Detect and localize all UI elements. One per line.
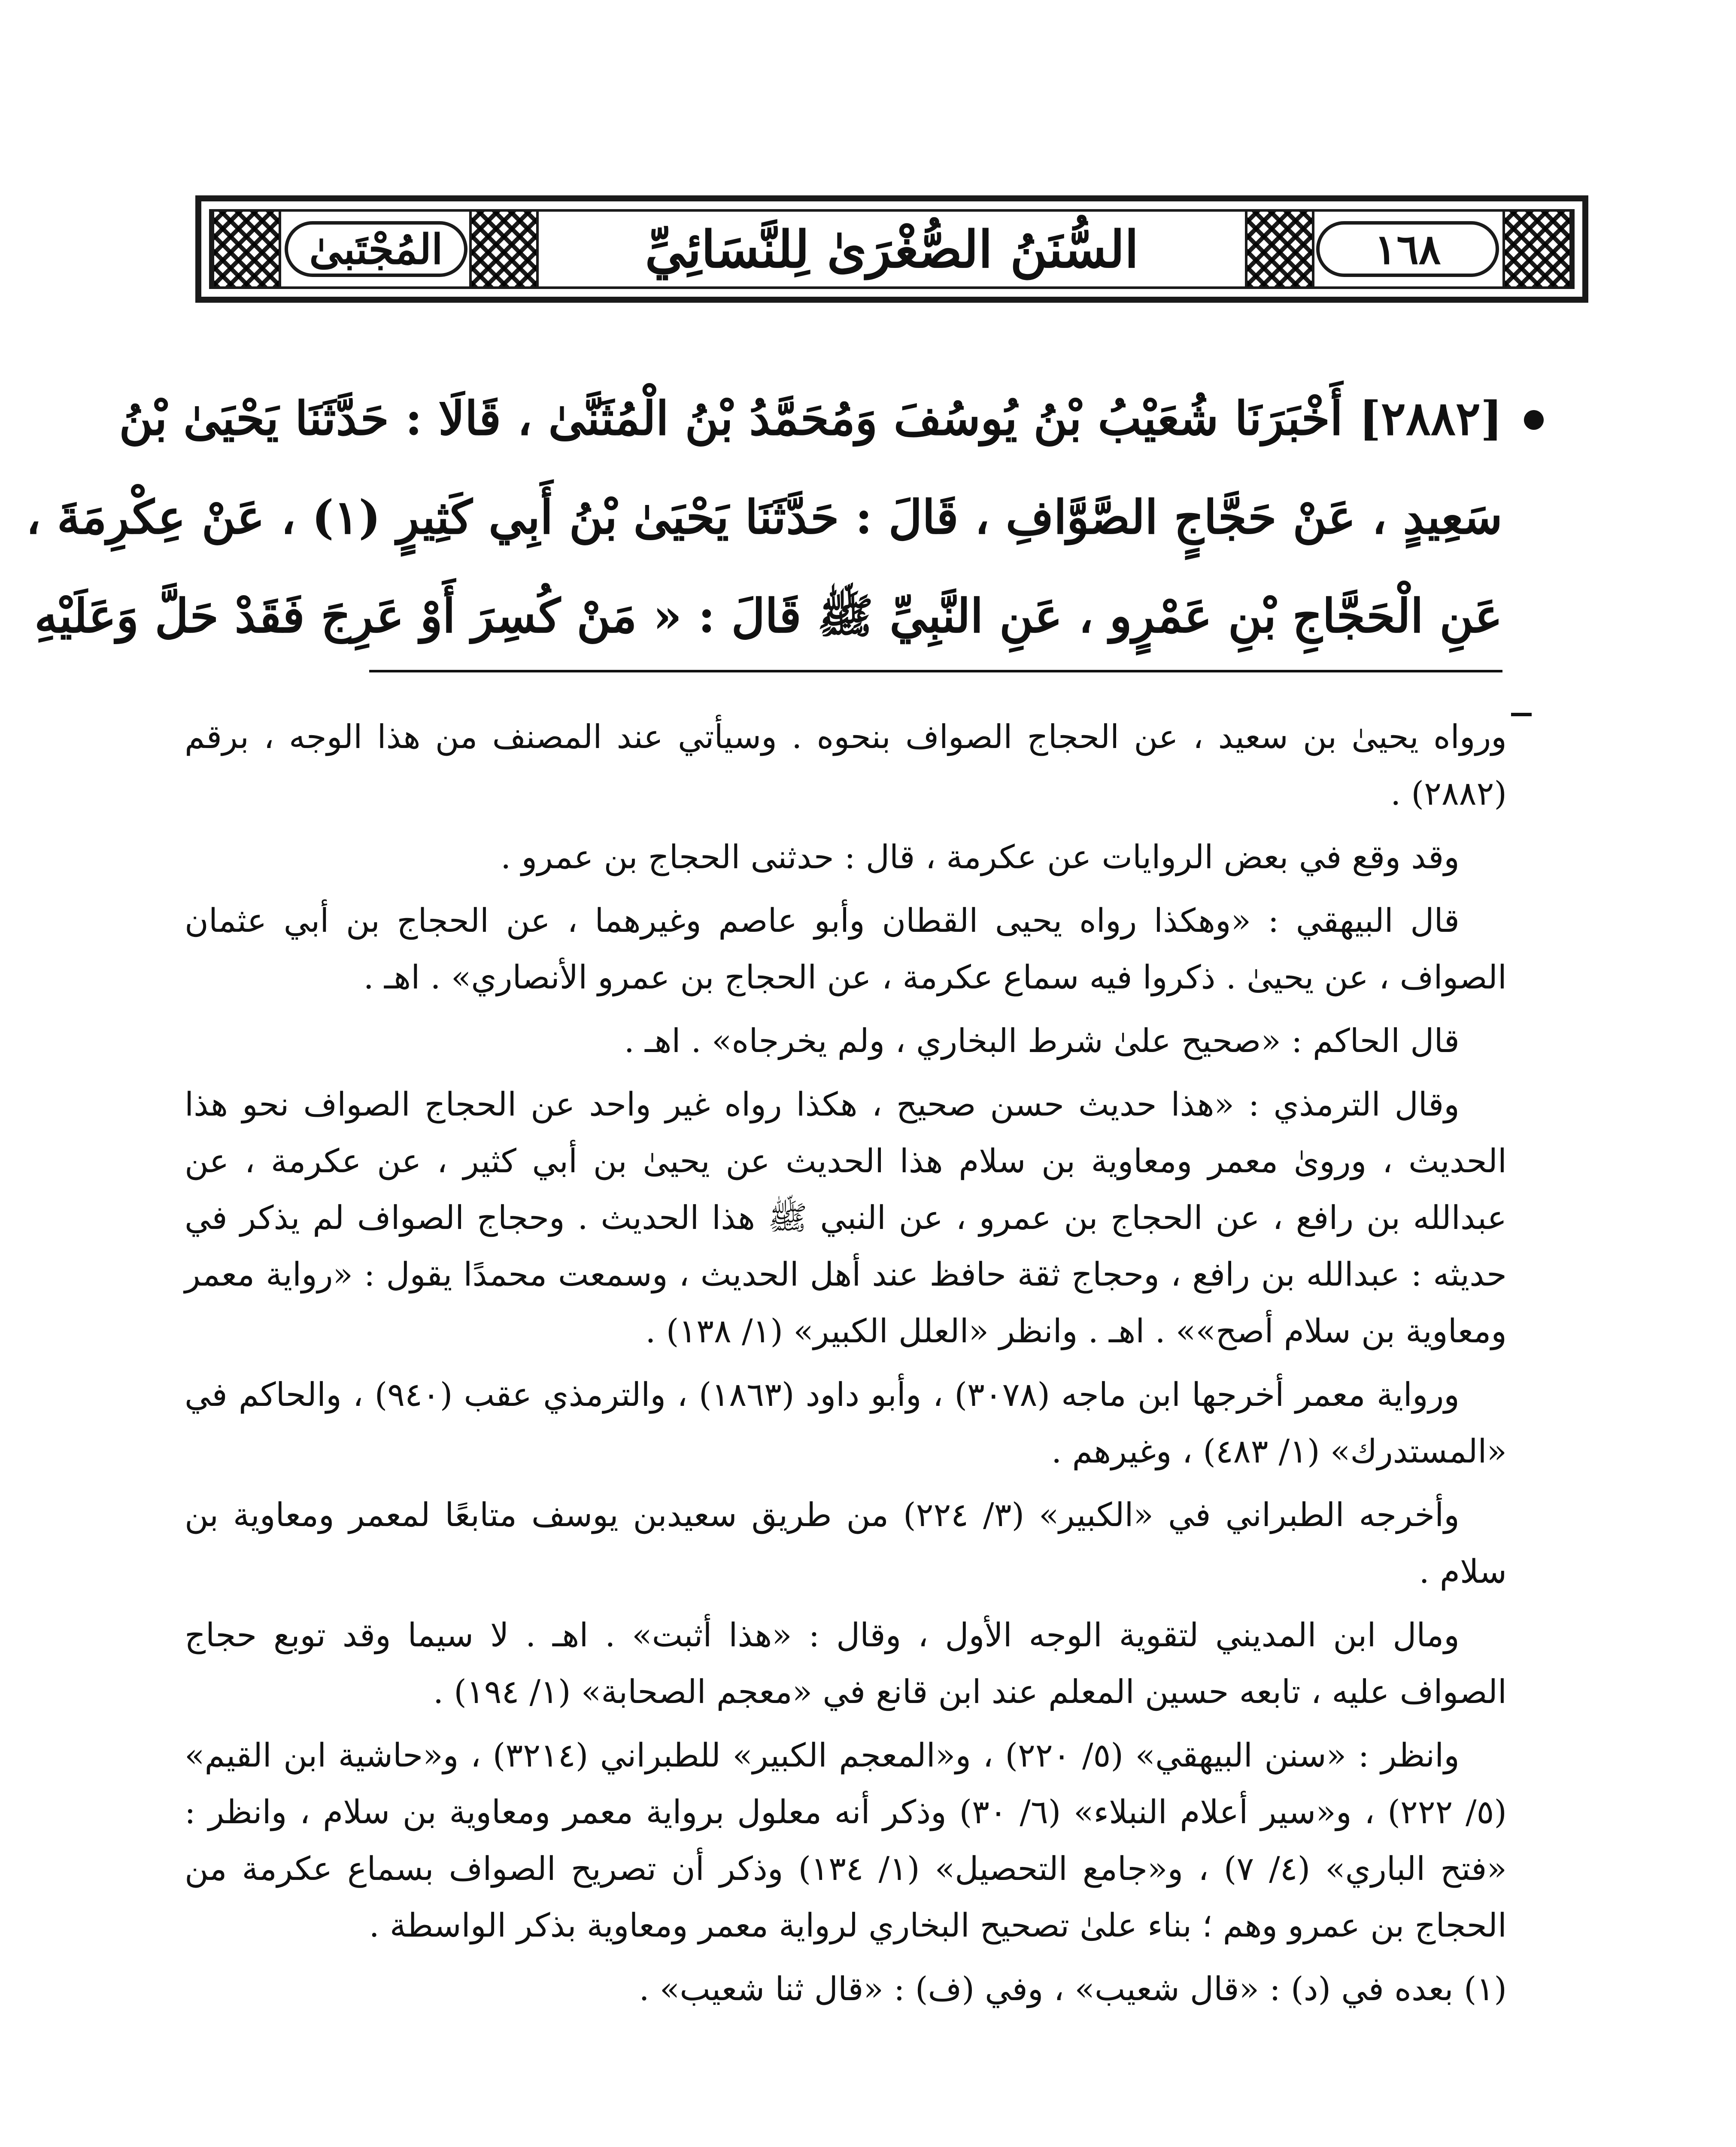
text-divider	[369, 670, 1502, 672]
ornament-pattern-icon	[1502, 212, 1572, 286]
ornament-pattern-icon	[212, 212, 281, 286]
ornament-pattern-icon	[469, 212, 539, 286]
hadith-line: [٢٨٨٢] أَخْبَرَنَا شُعَيْبُ بْنُ يُوسُفَ وَمُحَمَّدُ بْنُ الْمُثَنَّىٰ ، قَالَا : حَدَّثَنَا يَحْيَىٰ بْنُ	[119, 392, 1502, 446]
page-number: ١٦٨	[1374, 225, 1441, 274]
footnote-paragraph: وقال الترمذي : «هذا حديث حسن صحيح ، هكذا رواه غير واحد عن الحجاج الصواف نحو هذا الحديث ، وروىٰ معمر ومعاوية بن سلام هذا الحديث عن يحيىٰ بن أبي كثير ، عن عكرمة ، عن عبدالله بن رافع ، عن الحجاج بن عمرو ، عن النبي ﷺ هذا الحديث . وحجاج الصواف لم يذكر في حديثه : عبدالله بن رافع ، وحجاج ثقة حافظ عند أهل الحديث ، وسمعت محمدًا يقول : «رواية معمر ومعاوية بن سلام أصح»» . اهـ . وانظر «العلل الكبير» (١/ ١٣٨) .	[185, 1085, 1507, 1350]
footnotes	[185, 709, 1507, 2024]
footnote-paragraph: قال الحاكم : «صحيح علىٰ شرط البخاري ، ولم يخرجاه» . اهـ .	[624, 1022, 1460, 1060]
bullet-icon	[1524, 410, 1544, 430]
footnote-paragraph: وأخرجه الطبراني في «الكبير» (٣/ ٢٢٤) من طريق سعيدبن يوسف متابعًا لمعمر ومعاوية بن سلام .	[185, 1496, 1507, 1590]
footnote-paragraph: ورواه يحيىٰ بن سعيد ، عن الحجاج الصواف بنحوه . وسيأتي عند المصنف من هذا الوجه ، برقم (٢٨٨٢) .	[185, 718, 1507, 812]
footnote-paragraph: قال البيهقي : «وهكذا رواه يحيى القطان وأبو عاصم وغيرهما ، عن الحجاج بن أبي عثمان الصواف ، عن يحيىٰ . ذكروا فيه سماع عكرمة ، عن الحجاج بن عمرو الأنصاري» . اهـ .	[185, 901, 1507, 996]
book-label: المُجْتَبىٰ	[309, 225, 443, 274]
book-label-cartouche	[285, 221, 467, 277]
page-title: السُّنَنُ الصُّغْرَىٰ لِلنَّسَائِيِّ	[645, 219, 1139, 279]
footnote-paragraph: ورواية معمر أخرجها ابن ماجه (٣٠٧٨) ، وأبو داود (١٨٦٣) ، والترمذي عقب (٩٤٠) ، والحاكم في «المستدرك» (١/ ٤٨٣) ، وغيرهم .	[185, 1375, 1507, 1470]
footnote-continuation-mark	[1511, 713, 1532, 716]
ornament-pattern-icon	[1245, 212, 1314, 286]
hadith-line: عَنِ الْحَجَّاجِ بْنِ عَمْرٍو ، عَنِ النَّبِيِّ ﷺ قَالَ : « مَنْ كُسِرَ أَوْ عَرِجَ فَقَدْ حَلَّ وَعَلَيْهِ	[34, 589, 1502, 643]
footnote-paragraph: وانظر : «سنن البيهقي» (٥/ ٢٢٠) ، و«المعجم الكبير» للطبراني (٣٢١٤) ، و«حاشية ابن القيم» (٥/ ٢٢٢) ، و«سير أعلام النبلاء» (٦/ ٣٠) وذكر أنه معلول برواية معمر ومعاوية بن سلام ، وانظر : «فتح الباري» (٤/ ٧) ، و«جامع التحصيل» (١/ ١٣٤) وذكر أن تصريح الصواف بسماع عكرمة من الحجاج بن عمرو وهم ؛ بناء علىٰ تصحيح البخاري لرواية معمر ومعاوية بذكر الواسطة .	[185, 1736, 1507, 1944]
hadith-text	[26, 369, 1502, 666]
footnote-paragraph: وقد وقع في بعض الروايات عن عكرمة ، قال : حدثنى الحجاج بن عمرو .	[501, 838, 1460, 876]
page-header-banner	[195, 195, 1588, 303]
hadith-line: سَعِيدٍ ، عَنْ حَجَّاجٍ الصَّوَّافِ ، قَالَ : حَدَّثَنَا يَحْيَىٰ بْنُ أَبِي كَثِيرٍ (١) ، عَنْ عِكْرِمَةَ ،	[26, 490, 1502, 544]
footnote-paragraph: ومال ابن المديني لتقوية الوجه الأول ، وقال : «هذا أثبت» . اهـ . لا سيما وقد توبع حجاج الصواف عليه ، تابعه حسين المعلم عند ابن قانع في «معجم الصحابة» (١/ ١٩٤) .	[185, 1616, 1507, 1711]
page-number-cartouche	[1316, 221, 1499, 277]
header-frame	[209, 209, 1575, 289]
footnote-note-1: (١) بعده في (د) : «قال شعيب» ، وفي (ف) : «قال ثنا شعيب» .	[639, 1970, 1507, 2008]
